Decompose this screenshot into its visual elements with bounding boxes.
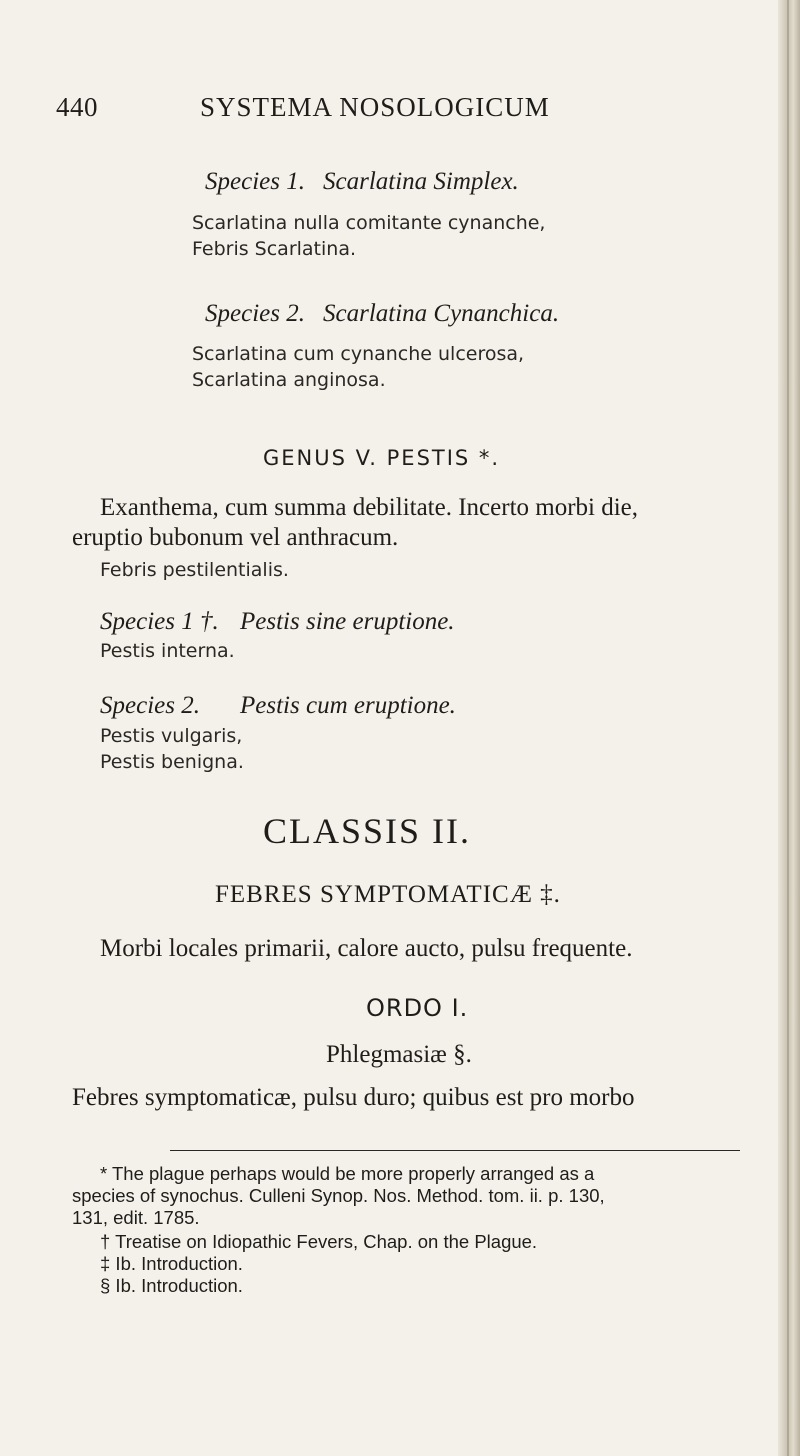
footnote-dagger: † Treatise on Idiopathic Fevers, Chap. on the Plague. bbox=[100, 1231, 538, 1252]
scarlatina-species-2-line-1: Scarlatina cum cynanche ulcerosa, bbox=[192, 343, 525, 365]
species-label: Species 2. bbox=[205, 300, 305, 327]
species-name: Scarlatina Cynanchica. bbox=[323, 300, 560, 327]
genus-definition-line-1: Exanthema, cum summa debilitate. Incerto morbi die, bbox=[100, 494, 639, 521]
scarlatina-species-2-line-2: Scarlatina anginosa. bbox=[192, 369, 386, 391]
running-title: SYSTEMA NOSOLOGICUM bbox=[200, 92, 550, 122]
species-label: Species 1. bbox=[205, 168, 305, 195]
species-name: Pestis sine eruptione. bbox=[240, 608, 455, 635]
footnote-star-line-2: species of synochus. Culleni Synop. Nos. Method. tom. ii. p. 130, bbox=[72, 1185, 605, 1206]
species-label: Species 2. bbox=[100, 692, 200, 719]
footnote-star-line-3: 131, edit. 1785. bbox=[72, 1207, 200, 1228]
footnote-section: § Ib. Introduction. bbox=[100, 1275, 243, 1296]
genus-definition-line-2: eruptio bubonum vel anthracum. bbox=[72, 524, 399, 551]
scarlatina-species-1-heading bbox=[205, 168, 519, 196]
page-number: 440 bbox=[56, 92, 98, 122]
footnote-star-line-1: * The plague perhaps would be more properly arranged as a bbox=[100, 1163, 595, 1184]
scarlatina-species-2-heading bbox=[205, 300, 559, 328]
pestis-species-1-heading bbox=[100, 608, 455, 636]
species-name: Pestis cum eruptione. bbox=[240, 692, 456, 719]
classis-heading: CLASSIS II. bbox=[263, 811, 472, 851]
ordo-heading: ORDO I. bbox=[366, 994, 469, 1022]
pestis-species-1-line-1: Pestis interna. bbox=[100, 640, 235, 662]
pestis-species-2-line-1: Pestis vulgaris, bbox=[100, 725, 243, 747]
genus-heading: GENUS V. PESTIS *. bbox=[263, 446, 501, 470]
classis-definition: Morbi locales primarii, calore aucto, pulsu frequente. bbox=[100, 935, 633, 962]
classis-subheading: FEBRES SYMPTOMATICÆ ‡. bbox=[215, 881, 561, 908]
genus-synonym: Febris pestilentialis. bbox=[100, 559, 289, 581]
ordo-definition: Febres symptomaticæ, pulsu duro; quibus est pro morbo bbox=[72, 1084, 635, 1111]
page-edge bbox=[778, 0, 800, 1456]
footnote-double-dagger: ‡ Ib. Introduction. bbox=[100, 1253, 243, 1274]
ordo-name: Phlegmasiæ §. bbox=[326, 1041, 472, 1068]
pestis-species-2-line-2: Pestis benigna. bbox=[100, 751, 244, 773]
pestis-species-2-heading bbox=[100, 692, 456, 720]
footnote-rule bbox=[170, 1150, 740, 1151]
scarlatina-species-1-line-2: Febris Scarlatina. bbox=[192, 238, 357, 260]
species-label: Species 1 †. bbox=[100, 608, 219, 635]
scarlatina-species-1-line-1: Scarlatina nulla comitante cynanche, bbox=[192, 212, 546, 234]
species-name: Scarlatina Simplex. bbox=[323, 168, 519, 195]
